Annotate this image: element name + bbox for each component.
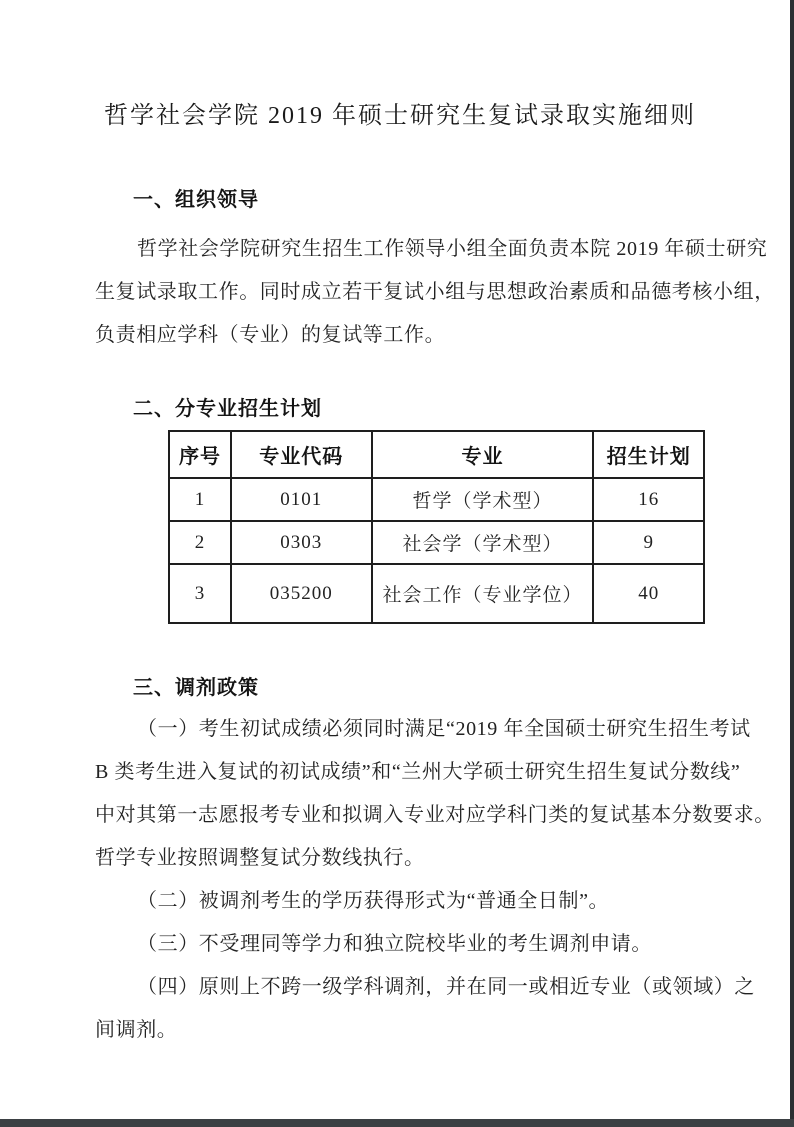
paragraph-line: （四）原则上不跨一级学科调剂，并在同一或相近专业（或领域）之 [137, 976, 755, 998]
cell-seq: 3 [169, 564, 231, 623]
paragraph-transfer-policy [95, 708, 775, 1052]
paragraph-line: （二）被调剂考生的学历获得形式为“普通全日制”。 [137, 890, 610, 912]
paragraph-line: 间调剂。 [95, 1019, 178, 1041]
section-heading-transfer-policy: 三、调剂政策 [133, 677, 259, 699]
cell-major: 社会学（学术型） [372, 521, 594, 564]
table-header-plan: 招生计划 [593, 431, 704, 478]
paragraph-line: B 类考生进入复试的初试成绩”和“兰州大学硕士研究生招生复试分数线” [95, 761, 741, 783]
cell-major: 哲学（学术型） [372, 478, 594, 521]
cell-major-code: 035200 [231, 564, 372, 623]
cell-major-code: 0303 [231, 521, 372, 564]
document-title: 哲学社会学院 2019 年硕士研究生复试录取实施细则 [104, 103, 696, 129]
table-header-row [169, 431, 704, 478]
cell-plan: 16 [593, 478, 704, 521]
scan-edge-right [790, 0, 794, 1127]
section-heading-organization: 一、组织领导 [133, 189, 259, 211]
cell-seq: 1 [169, 478, 231, 521]
cell-major-code: 0101 [231, 478, 372, 521]
table-header-major-code: 专业代码 [231, 431, 372, 478]
table-row [169, 521, 704, 564]
scan-edge-bottom [0, 1119, 794, 1127]
cell-major: 社会工作（专业学位） [372, 564, 594, 623]
paragraph-organization [95, 228, 775, 357]
document-content [95, 0, 775, 1052]
paragraph-line: （三）不受理同等学力和独立院校毕业的考生调剂申请。 [137, 933, 652, 955]
paragraph-line: 哲学专业按照调整复试分数线执行。 [95, 847, 425, 869]
paragraph-line: 生复试录取工作。同时成立若干复试小组与思想政治素质和品德考核小组， [95, 281, 775, 303]
table-row [169, 478, 704, 521]
cell-seq: 2 [169, 521, 231, 564]
paragraph-line: 中对其第一志愿报考专业和拟调入专业对应学科门类的复试基本分数要求。 [95, 804, 775, 826]
enrollment-plan-table [168, 430, 705, 624]
section-heading-enrollment-plan: 二、分专业招生计划 [133, 398, 322, 420]
table-header-major: 专业 [372, 431, 594, 478]
paragraph-line: 负责相应学科（专业）的复试等工作。 [95, 324, 446, 346]
table-header-seq: 序号 [169, 431, 231, 478]
paragraph-line: 哲学社会学院研究生招生工作领导小组全面负责本院 2019 年硕士研究 [137, 238, 768, 260]
table-row [169, 564, 704, 623]
cell-plan: 9 [593, 521, 704, 564]
cell-plan: 40 [593, 564, 704, 623]
paragraph-line: （一）考生初试成绩必须同时满足“2019 年全国硕士研究生招生考试 [137, 718, 751, 740]
